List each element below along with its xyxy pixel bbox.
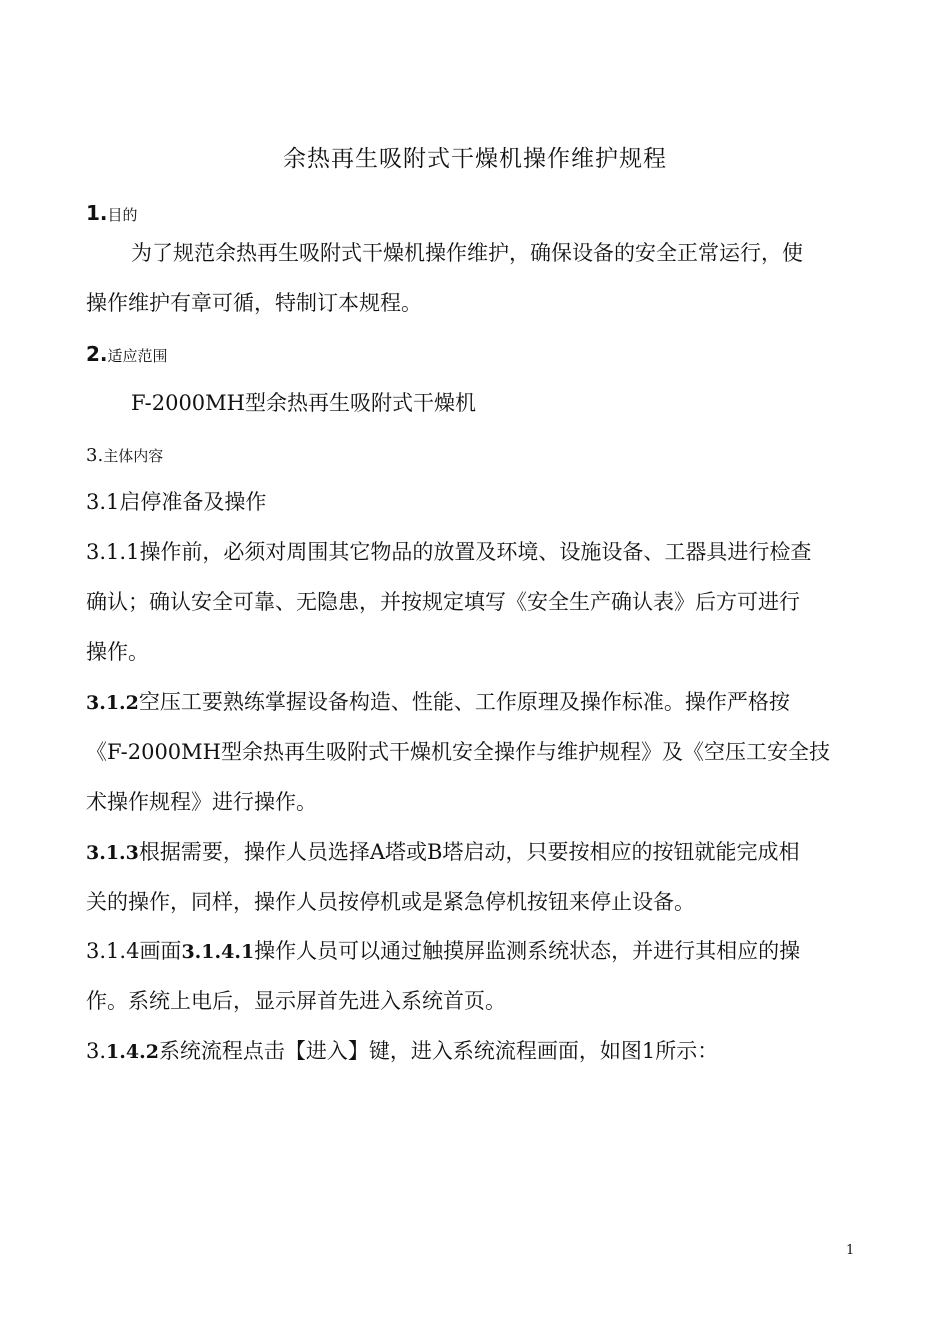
section-heading-main-content xyxy=(86,439,163,471)
section-label: 主体内容 xyxy=(103,447,164,465)
clause-text: 系统流程点击【进入】键，进入系统流程画面，如图1所示： xyxy=(158,1039,719,1063)
paragraph-line: F-2000MH型余热再生吸附式干燥机 xyxy=(131,391,476,415)
document-title: 余热再生吸附式干燥机操作维护规程 xyxy=(283,146,667,172)
paragraph-line: 操作。 xyxy=(86,640,149,664)
paragraph-line: 术操作规程》进行操作。 xyxy=(86,790,317,814)
paragraph-line: 作。系统上电后，显示屏首先进入系统首页。 xyxy=(86,989,506,1013)
clause-number-prefix: 3. xyxy=(86,1039,107,1063)
section-heading-purpose xyxy=(86,198,138,230)
paragraph-line xyxy=(86,1036,718,1067)
clause-number: 3.1.2 xyxy=(86,692,139,714)
clause-number: 3.1.1 xyxy=(86,540,140,564)
section-number: 1. xyxy=(86,201,108,225)
paragraph-line xyxy=(86,936,800,967)
subsection-heading: 3.1启停准备及操作 xyxy=(86,490,267,514)
paragraph-line: 操作维护有章可循，特制订本规程。 xyxy=(86,291,422,315)
section-number: 2. xyxy=(86,342,108,366)
clause-text: 根据需要，操作人员选择A塔或B塔启动，只要按相应的按钮就能完成相 xyxy=(138,840,800,864)
sub-clause-number: 3.1.4.1 xyxy=(181,941,255,963)
section-number: 3. xyxy=(86,445,104,466)
paragraph-line: 关的操作，同样，操作人员按停机或是紧急停机按钮来停止设备。 xyxy=(86,890,695,914)
clause-number: 1.4.2 xyxy=(106,1041,159,1063)
section-label: 适应范围 xyxy=(107,347,168,365)
paragraph-line: 《F-2000MH型余热再生吸附式干燥机安全操作与维护规程》及《空压工安全技 xyxy=(86,740,830,764)
section-label: 目的 xyxy=(107,206,138,224)
clause-number: 3.1.4 xyxy=(86,939,140,963)
clause-number: 3.1.3 xyxy=(86,842,139,864)
clause-text: 操作前，必须对周围其它物品的放置及环境、设施设备、工器具进行检查 xyxy=(139,540,812,564)
section-heading-scope xyxy=(86,339,168,371)
paragraph-line: 为了规范余热再生吸附式干燥机操作维护，确保设备的安全正常运行，使 xyxy=(131,241,803,265)
paragraph-line xyxy=(86,837,800,868)
clause-label: 画面 xyxy=(139,939,182,963)
paragraph-line xyxy=(86,537,811,567)
clause-text: 操作人员可以通过触摸屏监测系统状态，并进行其相应的操 xyxy=(254,939,801,963)
page-number: 1 xyxy=(846,1243,855,1258)
paragraph-line xyxy=(86,687,790,718)
paragraph-line: 确认；确认安全可靠、无隐患，并按规定填写《安全生产确认表》后方可进行 xyxy=(86,590,800,614)
clause-text: 空压工要熟练掌握设备构造、性能、工作原理及操作标准。操作严格按 xyxy=(138,690,790,714)
